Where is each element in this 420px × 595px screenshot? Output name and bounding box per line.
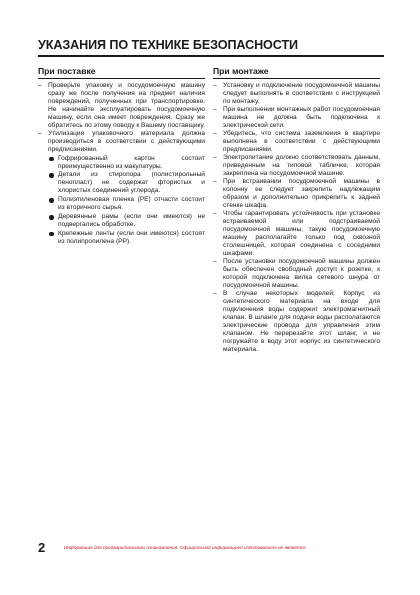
list-item: – Чтобы гарантировать устойчивость при установке встраиваемой или подстраиваемой посудомоечной машины, такую посудомоечную машину располагайте только под сквозной столешницей, которая соединена с соседними шкафами. [213, 210, 380, 257]
packaging-materials-list [48, 155, 205, 246]
list-item [38, 130, 205, 246]
list-item: – В случае некоторых моделей: Корпус из синтетического материала на входе для подключения воды содержит электромагнитный клапан. В шланге для подачи воды располагаются электрические провода для управления этим клапаном. Не перерезайте этот шланг, и не погружайте в воду этот корпус из синтетического материала. [213, 290, 380, 353]
delivery-heading: При поставке [38, 66, 205, 79]
installation-section [213, 66, 380, 354]
list-item: – При встраивании посудомоечной машины в колонну ее следует закрепить надлежащим образом и дополнительно прикрепить к задней стенке шкафа. [213, 178, 380, 210]
bullet-item: Крепежные ленты (если они имеются) состоят из полипропилена (PP). [48, 230, 205, 246]
bullet-item: Гофрированный картон состоит преимущественно из макулатуры. [48, 155, 205, 171]
bullet-item: Детали из стиропора (полистирольный пенопласт) не содержат фтористых и хлористых соединений углерода. [48, 171, 205, 195]
list-item: – При выполнении монтажных работ посудомоечная машина не должна быть подключена к электрической сети. [213, 106, 380, 130]
list-item: – После установки посудомоечной машины должен быть обеспечен свободный доступ к розетке, к которой подключена вилка сетевого шнура от посудомоечной машины. [213, 258, 380, 290]
installation-list [213, 82, 380, 354]
bullet-item: Полиэтиленовая пленка (PE) отчасти состоит из вторичного сырья. [48, 196, 205, 212]
list-item: – Проверьте упаковку и посудомоечную машину сразу же после получения на предмет наличия повреждений, полученных при транспортировке. Не начинайте эксплуатировать посудомоечную машину, если она имеет повреждения. Сразу же обратитесь по этому поводу к Вашему поставщику. [38, 82, 205, 129]
bullet-item: Деревянные рамы (если они имеются) не подвергались обработке. [48, 213, 205, 229]
installation-heading: При монтаже [213, 66, 380, 79]
title-divider [38, 55, 384, 57]
list-item-text: Утилизация упаковочного материала должна производиться в соответствии с действующими предписаниями. [48, 129, 205, 153]
delivery-section [38, 66, 205, 247]
page-number: 2 [38, 540, 46, 555]
delivery-list [38, 82, 205, 246]
list-item: – Установку и подключение посудомоечной машины следует выполнять в соответствии с инструкцией по монтажу. [213, 82, 380, 106]
page-title: УКАЗАНИЯ ПО ТЕХНИКЕ БЕЗОПАСНОСТИ [38, 38, 298, 52]
disclaimer-note: Информация для предварительного ознакомления. Официальной информацией изготовителя не является [64, 545, 306, 550]
list-item: – Электропитание должно соответствовать данным, приведенным на типовой табличке, которая закреплена на посудомоечной машине. [213, 154, 380, 178]
list-item: – Убедитесь, что система заземления в квартире выполнена в соответствии с действующими предписаниями. [213, 130, 380, 154]
